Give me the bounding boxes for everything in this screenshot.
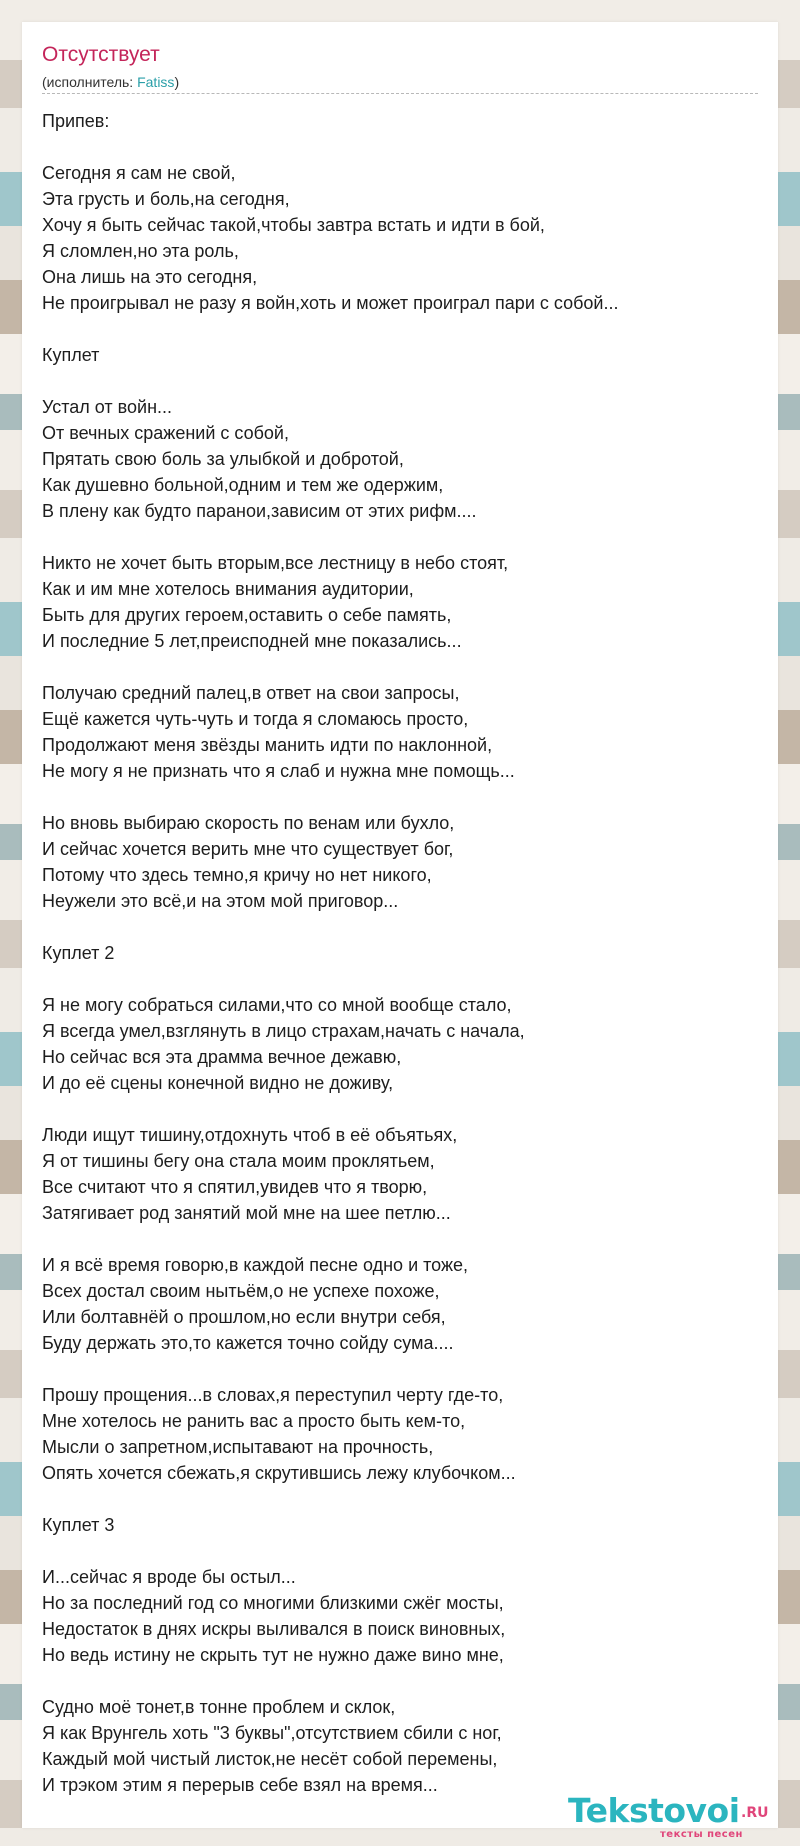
lyrics-line: Припев: [42, 111, 110, 131]
lyrics-line: Опять хочется сбежать,я скрутившись лежу клубочком... [42, 1463, 516, 1483]
song-title: Отсутствует [42, 43, 160, 66]
lyrics-line: Ещё кажется чуть-чуть и тогда я сломаюсь просто, [42, 709, 469, 729]
lyrics-line: Но вновь выбираю скорость по венам или бухло, [42, 813, 455, 833]
lyrics-card [22, 22, 778, 1828]
lyrics-line: Устал от войн... [42, 397, 173, 417]
lyrics-line: Каждый мой чистый листок,не несёт собой перемены, [42, 1749, 498, 1769]
artist-prefix: (исполнитель: [42, 74, 138, 90]
lyrics-line: Прятать свою боль за улыбкой и добротой, [42, 449, 404, 469]
lyrics-line: Я как Врунгель хоть "3 буквы",отсутствием сбили с ног, [42, 1723, 502, 1743]
lyrics-blank-line [42, 784, 758, 810]
lyrics-line: Судно моё тонет,в тонне проблем и склок, [42, 1697, 396, 1717]
artist-line [42, 74, 179, 91]
lyrics-blank-line [42, 914, 758, 940]
site-logo[interactable] [568, 1791, 774, 1842]
lyrics-line: И трэком этим я перерыв себе взял на время... [42, 1775, 438, 1795]
lyrics-line: Мысли о запретном,испытавают на прочность, [42, 1437, 434, 1457]
lyrics-blank-line [42, 1668, 758, 1694]
lyrics-line: И до её сцены конечной видно не доживу, [42, 1073, 394, 1093]
lyrics-blank-line [42, 1096, 758, 1122]
lyrics-line: Затягивает род занятий мой мне на шее петлю... [42, 1203, 451, 1223]
lyrics-line: От вечных сражений с собой, [42, 423, 289, 443]
lyrics-line: Сегодня я сам не свой, [42, 163, 236, 183]
lyrics-blank-line [42, 966, 758, 992]
lyrics-line: Хочу я быть сейчас такой,чтобы завтра встать и идти в бой, [42, 215, 545, 235]
lyrics-line: Прошу прощения...в словах,я переступил черту где-то, [42, 1385, 504, 1405]
lyrics-line: В плену как будто паранои,зависим от этих рифм.... [42, 501, 477, 521]
lyrics-line: Буду держать это,то кажется точно сойду сума.... [42, 1333, 454, 1353]
lyrics-line: Не могу я не признать что я слаб и нужна мне помощь... [42, 761, 515, 781]
lyrics-line: И я всё время говорю,в каждой песне одно и тоже, [42, 1255, 469, 1275]
lyrics-line: Никто не хочет быть вторым,все лестницу в небо стоят, [42, 553, 509, 573]
lyrics-line: Я от тишины бегу она стала моим проклятьем, [42, 1151, 435, 1171]
logo-wordmark: Tekstovoi [568, 1791, 740, 1830]
logo-tagline: тексты песен [660, 1829, 743, 1840]
lyrics-blank-line [42, 368, 758, 394]
lyrics-line: Куплет [42, 345, 100, 365]
lyrics-line: Потому что здесь темно,я кричу но нет никого, [42, 865, 432, 885]
lyrics-line: Получаю средний палец,в ответ на свои запросы, [42, 683, 460, 703]
lyrics-line: И...сейчас я вроде бы остыл... [42, 1567, 296, 1587]
lyrics-line: Продолжают меня звёзды манить идти по наклонной, [42, 735, 493, 755]
artist-link[interactable]: Fatiss [137, 74, 175, 90]
lyrics-blank-line [42, 1356, 758, 1382]
lyrics-line: Я сломлен,но эта роль, [42, 241, 239, 261]
lyrics-line: Но сейчас вся эта драмма вечное дежавю, [42, 1047, 402, 1067]
lyrics-blank-line [42, 1538, 758, 1564]
lyrics-line: Быть для других героем,оставить о себе память, [42, 605, 452, 625]
lyrics-line: Или болтавнёй о прошлом,но если внутри себя, [42, 1307, 446, 1327]
lyrics-line: Я всегда умел,взглянуть в лицо страхам,начать с начала, [42, 1021, 525, 1041]
lyrics-line: Я не могу собраться силами,что со мной вообще стало, [42, 995, 512, 1015]
lyrics-blank-line [42, 524, 758, 550]
lyrics-line: Всех достал своим нытьём,о не успехе похоже, [42, 1281, 440, 1301]
lyrics-line: Все считают что я спятил,увидев что я творю, [42, 1177, 428, 1197]
logo-tld: .RU [741, 1805, 769, 1821]
lyrics-line: Но ведь истину не скрыть тут не нужно даже вино мне, [42, 1645, 504, 1665]
lyrics-line: Эта грусть и боль,на сегодня, [42, 189, 290, 209]
lyrics-line: И последние 5 лет,преисподней мне показались... [42, 631, 462, 651]
lyrics-blank-line [42, 1486, 758, 1512]
lyrics-blank-line [42, 316, 758, 342]
lyrics-line: Как и им мне хотелось внимания аудитории, [42, 579, 414, 599]
lyrics-line: Она лишь на это сегодня, [42, 267, 258, 287]
lyrics-line: Мне хотелось не ранить вас а просто быть кем-то, [42, 1411, 466, 1431]
artist-suffix: ) [174, 74, 180, 90]
header-divider [42, 93, 758, 94]
lyrics-line: Куплет 3 [42, 1515, 115, 1535]
lyrics-line: Недостаток в днях искры выливался в поиск виновных, [42, 1619, 506, 1639]
lyrics-line: Не проигрывал не разу я войн,хоть и может проиграл пари с собой... [42, 293, 619, 313]
lyrics-line: Но за последний год со многими близкими сжёг мосты, [42, 1593, 504, 1613]
lyrics-line: Люди ищут тишину,отдохнуть чтоб в её объятьях, [42, 1125, 458, 1145]
lyrics-blank-line [42, 1226, 758, 1252]
lyrics-line: Неужели это всё,и на этом мой приговор... [42, 891, 399, 911]
lyrics-blank-line [42, 134, 758, 160]
lyrics-line: И сейчас хочется верить мне что существует бог, [42, 839, 454, 859]
lyrics-line: Как душевно больной,одним и тем же одержим, [42, 475, 444, 495]
lyrics-text [42, 108, 758, 1798]
lyrics-blank-line [42, 654, 758, 680]
lyrics-line: Куплет 2 [42, 943, 115, 963]
